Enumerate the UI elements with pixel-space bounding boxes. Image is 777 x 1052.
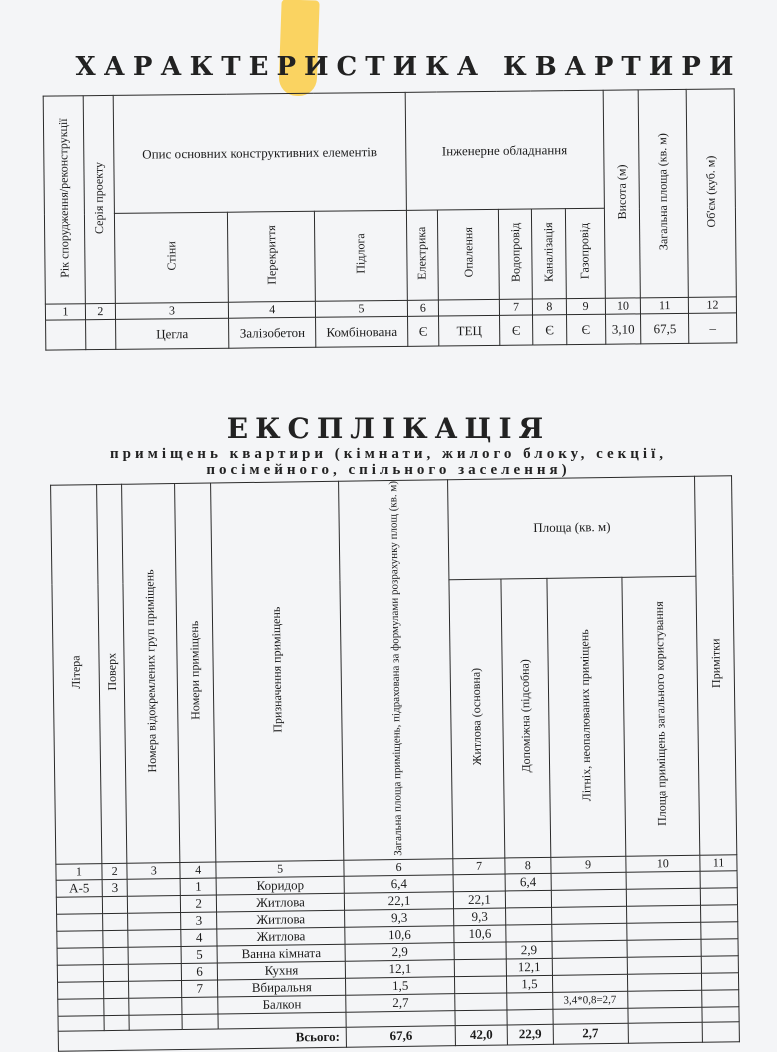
col-number: 11: [641, 297, 689, 313]
value-year: [46, 320, 86, 350]
cell-litera: [58, 981, 104, 999]
value-height: 3,10: [605, 314, 641, 344]
explication-table: [50, 475, 740, 1051]
cell-room-no: 6: [182, 963, 218, 980]
cell-total: 9,3: [345, 909, 454, 928]
value-flooring: Комбінована: [316, 316, 408, 347]
cell-summer: [551, 872, 626, 890]
cell-purpose: Житлова: [217, 910, 345, 929]
cell-living: 10,6: [454, 925, 506, 943]
cell-summer: [551, 923, 626, 941]
cell-group: [128, 895, 181, 913]
cell-living: [455, 976, 507, 994]
col-number: 12: [689, 297, 737, 313]
cell-litera: [57, 930, 103, 948]
value-series: [86, 319, 116, 349]
cell-notes: [700, 871, 737, 889]
totals-living: 42,0: [455, 1025, 507, 1046]
cell-floor: [103, 930, 129, 947]
cell-common: [627, 973, 702, 991]
col-number: 8: [505, 857, 551, 874]
col-number: 3: [115, 302, 228, 319]
cell-room-no: 4: [181, 929, 217, 946]
col-number: 9: [566, 298, 605, 314]
cell-purpose: Житлова: [217, 927, 345, 946]
col-number: 8: [533, 299, 566, 315]
cell-floor: [104, 998, 130, 1015]
cell-total: 1,5: [346, 977, 455, 996]
explication-subtitle-line1: приміщень квартири (кімнати, жилого блоку, секції,: [109, 446, 668, 462]
header-heating: Опалення: [438, 209, 500, 300]
cell-floor: [103, 964, 129, 981]
header-common: Площа приміщень загального користування: [621, 576, 700, 856]
cell-notes: [702, 990, 739, 1008]
col-number: 7: [453, 858, 505, 875]
col-number: 4: [180, 862, 216, 878]
cell-common: [626, 922, 701, 940]
cell-total: [346, 1011, 455, 1028]
cell-common: [626, 905, 701, 923]
header-water: Водопровід: [498, 209, 532, 299]
header-floors: Перекриття: [228, 211, 316, 302]
header-litera: Літера: [51, 485, 102, 864]
cell-purpose: Кухня: [217, 961, 345, 980]
cell-auxiliary: 1,5: [507, 975, 553, 993]
value-walls: Цегла: [115, 318, 229, 349]
explication-subtitle-line2: посімейного, спільного заселення): [206, 462, 571, 478]
cell-group: [127, 878, 180, 896]
cell-room-no: 1: [180, 878, 216, 895]
cell-summer: [552, 974, 627, 992]
col-number: 5: [216, 860, 344, 878]
cell-summer: [552, 957, 627, 975]
cell-notes: [701, 922, 738, 940]
cell-common: [626, 888, 701, 906]
cell-living: [454, 959, 506, 977]
header-living: Житлова (основна): [449, 579, 505, 859]
value-volume: –: [689, 313, 737, 343]
value-water: Є: [499, 315, 533, 345]
cell-auxiliary: [506, 907, 552, 925]
cell-auxiliary: 2,9: [506, 941, 552, 959]
col-number: 1: [56, 863, 102, 880]
cell-total: 2,9: [345, 943, 454, 962]
cell-room-no: 5: [181, 946, 217, 963]
cell-auxiliary: [507, 992, 553, 1010]
apartment-values-row: [46, 313, 737, 350]
cell-living: [455, 1010, 507, 1026]
cell-notes: [702, 1007, 739, 1023]
explication-title: ЕКСПЛІКАЦІЯ: [226, 412, 551, 445]
cell-notes: [701, 905, 738, 923]
header-auxiliary: Допоміжна (підсобна): [501, 578, 550, 858]
cell-total: 10,6: [345, 926, 454, 945]
cell-purpose: Ванна кімната: [217, 944, 345, 963]
totals-common: [628, 1022, 703, 1043]
header-year: Рік спорудження/реконструкції: [43, 96, 85, 304]
cell-living: [453, 874, 505, 892]
cell-group: [128, 946, 181, 964]
col-number: 6: [344, 859, 453, 877]
header-sewage: Каналізація: [532, 209, 566, 299]
header-structural: Опис основних конструктивних елементів: [113, 92, 406, 213]
cell-auxiliary: [506, 924, 552, 942]
cell-litera: [58, 998, 104, 1016]
cell-group: [128, 929, 181, 947]
cell-living: [455, 993, 507, 1011]
cell-auxiliary: [507, 1009, 553, 1025]
header-walls: Стіни: [114, 212, 228, 303]
totals-notes: [702, 1022, 739, 1043]
col-number: 9: [550, 856, 625, 873]
totals-label: Всього:: [58, 1027, 346, 1051]
cell-floor: 3: [102, 879, 128, 896]
header-groups: Номера відокремлених груп приміщень: [122, 484, 180, 864]
highlighter-mark: [278, 0, 319, 97]
cell-floor: [104, 1015, 129, 1030]
header-floor: Поверх: [97, 484, 128, 863]
cell-floor: [102, 896, 128, 913]
header-total: Загальна площа приміщень, підрахована за формулами розрахунку площ (кв. м): [339, 480, 453, 860]
cell-total: 22,1: [344, 892, 453, 911]
cell-summer: [551, 889, 626, 907]
col-number: [438, 299, 499, 316]
totals-auxiliary: 22,9: [507, 1024, 553, 1045]
cell-floor: [103, 913, 129, 930]
cell-total: 6,4: [344, 875, 453, 894]
header-volume: Об'єм (куб. м): [686, 89, 736, 297]
cell-group: [129, 980, 182, 998]
cell-floor: [103, 947, 129, 964]
cell-summer: [551, 906, 626, 924]
header-summer: Літніх, неопалюваних приміщень: [547, 577, 626, 857]
cell-purpose: Вбиральня: [218, 978, 346, 997]
cell-summer: [552, 940, 627, 958]
col-number: 2: [102, 863, 128, 879]
header-height: Висота (м): [603, 90, 641, 298]
header-flooring: Підлога: [315, 210, 407, 301]
cell-living: [454, 942, 506, 960]
col-number: 10: [605, 298, 641, 314]
cell-summer: [553, 1008, 628, 1024]
cell-group: [129, 1014, 182, 1030]
header-area: Площа (кв. м): [448, 476, 697, 579]
totals-summer: 2,7: [553, 1023, 628, 1044]
cell-total: 2,7: [346, 994, 455, 1013]
cell-litera: [57, 947, 103, 965]
cell-room-no: [182, 997, 218, 1014]
cell-auxiliary: 6,4: [505, 873, 551, 891]
cell-summer: 3,4*0,8=2,7: [552, 991, 627, 1009]
header-purpose: Призначення приміщень: [211, 481, 344, 862]
cell-litera: [57, 964, 103, 982]
value-floors: Залізобетон: [229, 317, 317, 348]
col-number: 3: [127, 862, 180, 879]
cell-litera: А-5: [56, 879, 102, 897]
header-total-area: Загальна площа (кв. м): [639, 89, 689, 297]
col-number: 10: [625, 855, 700, 872]
cell-common: [627, 939, 702, 957]
cell-living: 9,3: [454, 908, 506, 926]
value-total-area: 67,5: [641, 313, 689, 343]
cell-floor: [104, 981, 130, 998]
cell-total: 12,1: [345, 960, 454, 979]
totals-total: 67,6: [346, 1026, 455, 1048]
col-number: 11: [700, 855, 737, 872]
value-gas: Є: [566, 314, 605, 344]
header-engineering: Інженерне обладнання: [405, 90, 604, 210]
value-sewage: Є: [533, 315, 567, 345]
cell-auxiliary: [505, 890, 551, 908]
cell-room-no: 7: [182, 980, 218, 997]
header-room-no: Номери приміщень: [175, 483, 216, 862]
cell-living: 22,1: [453, 891, 505, 909]
cell-group: [128, 912, 181, 930]
cell-common: [627, 956, 702, 974]
header-gas: Газопровід: [565, 208, 605, 298]
cell-common: [627, 990, 702, 1008]
header-electric: Електрика: [406, 210, 438, 300]
col-number: 2: [85, 303, 115, 319]
cell-purpose: Балкон: [218, 995, 346, 1014]
cell-litera: [56, 896, 102, 914]
value-heating: ТЕЦ: [439, 315, 500, 346]
apartment-characteristics-table: [43, 88, 738, 350]
cell-notes: [702, 973, 739, 991]
cell-purpose: Коридор: [216, 876, 344, 895]
header-notes: Примітки: [695, 476, 737, 855]
cell-notes: [702, 956, 739, 974]
cell-notes: [701, 939, 738, 957]
cell-litera: [57, 913, 103, 931]
cell-room-no: [182, 1014, 218, 1029]
col-number: 7: [499, 299, 532, 315]
col-number: 4: [228, 301, 315, 318]
col-number: 1: [45, 304, 85, 320]
cell-notes: [701, 888, 738, 906]
cell-auxiliary: 12,1: [506, 958, 552, 976]
value-electric: Є: [407, 316, 439, 346]
cell-purpose: Житлова: [216, 893, 344, 912]
cell-common: [626, 871, 701, 889]
col-number: 6: [407, 300, 439, 316]
cell-group: [129, 963, 182, 981]
cell-litera: [58, 1015, 104, 1031]
header-series: Серія проекту: [83, 95, 115, 303]
cell-room-no: 2: [181, 895, 217, 912]
cell-common: [628, 1007, 703, 1023]
cell-room-no: 3: [181, 912, 217, 929]
apartment-characteristics-title: ХАРАКТЕРИСТИКА КВАРТИРИ: [75, 52, 742, 82]
col-number: 5: [316, 300, 407, 317]
